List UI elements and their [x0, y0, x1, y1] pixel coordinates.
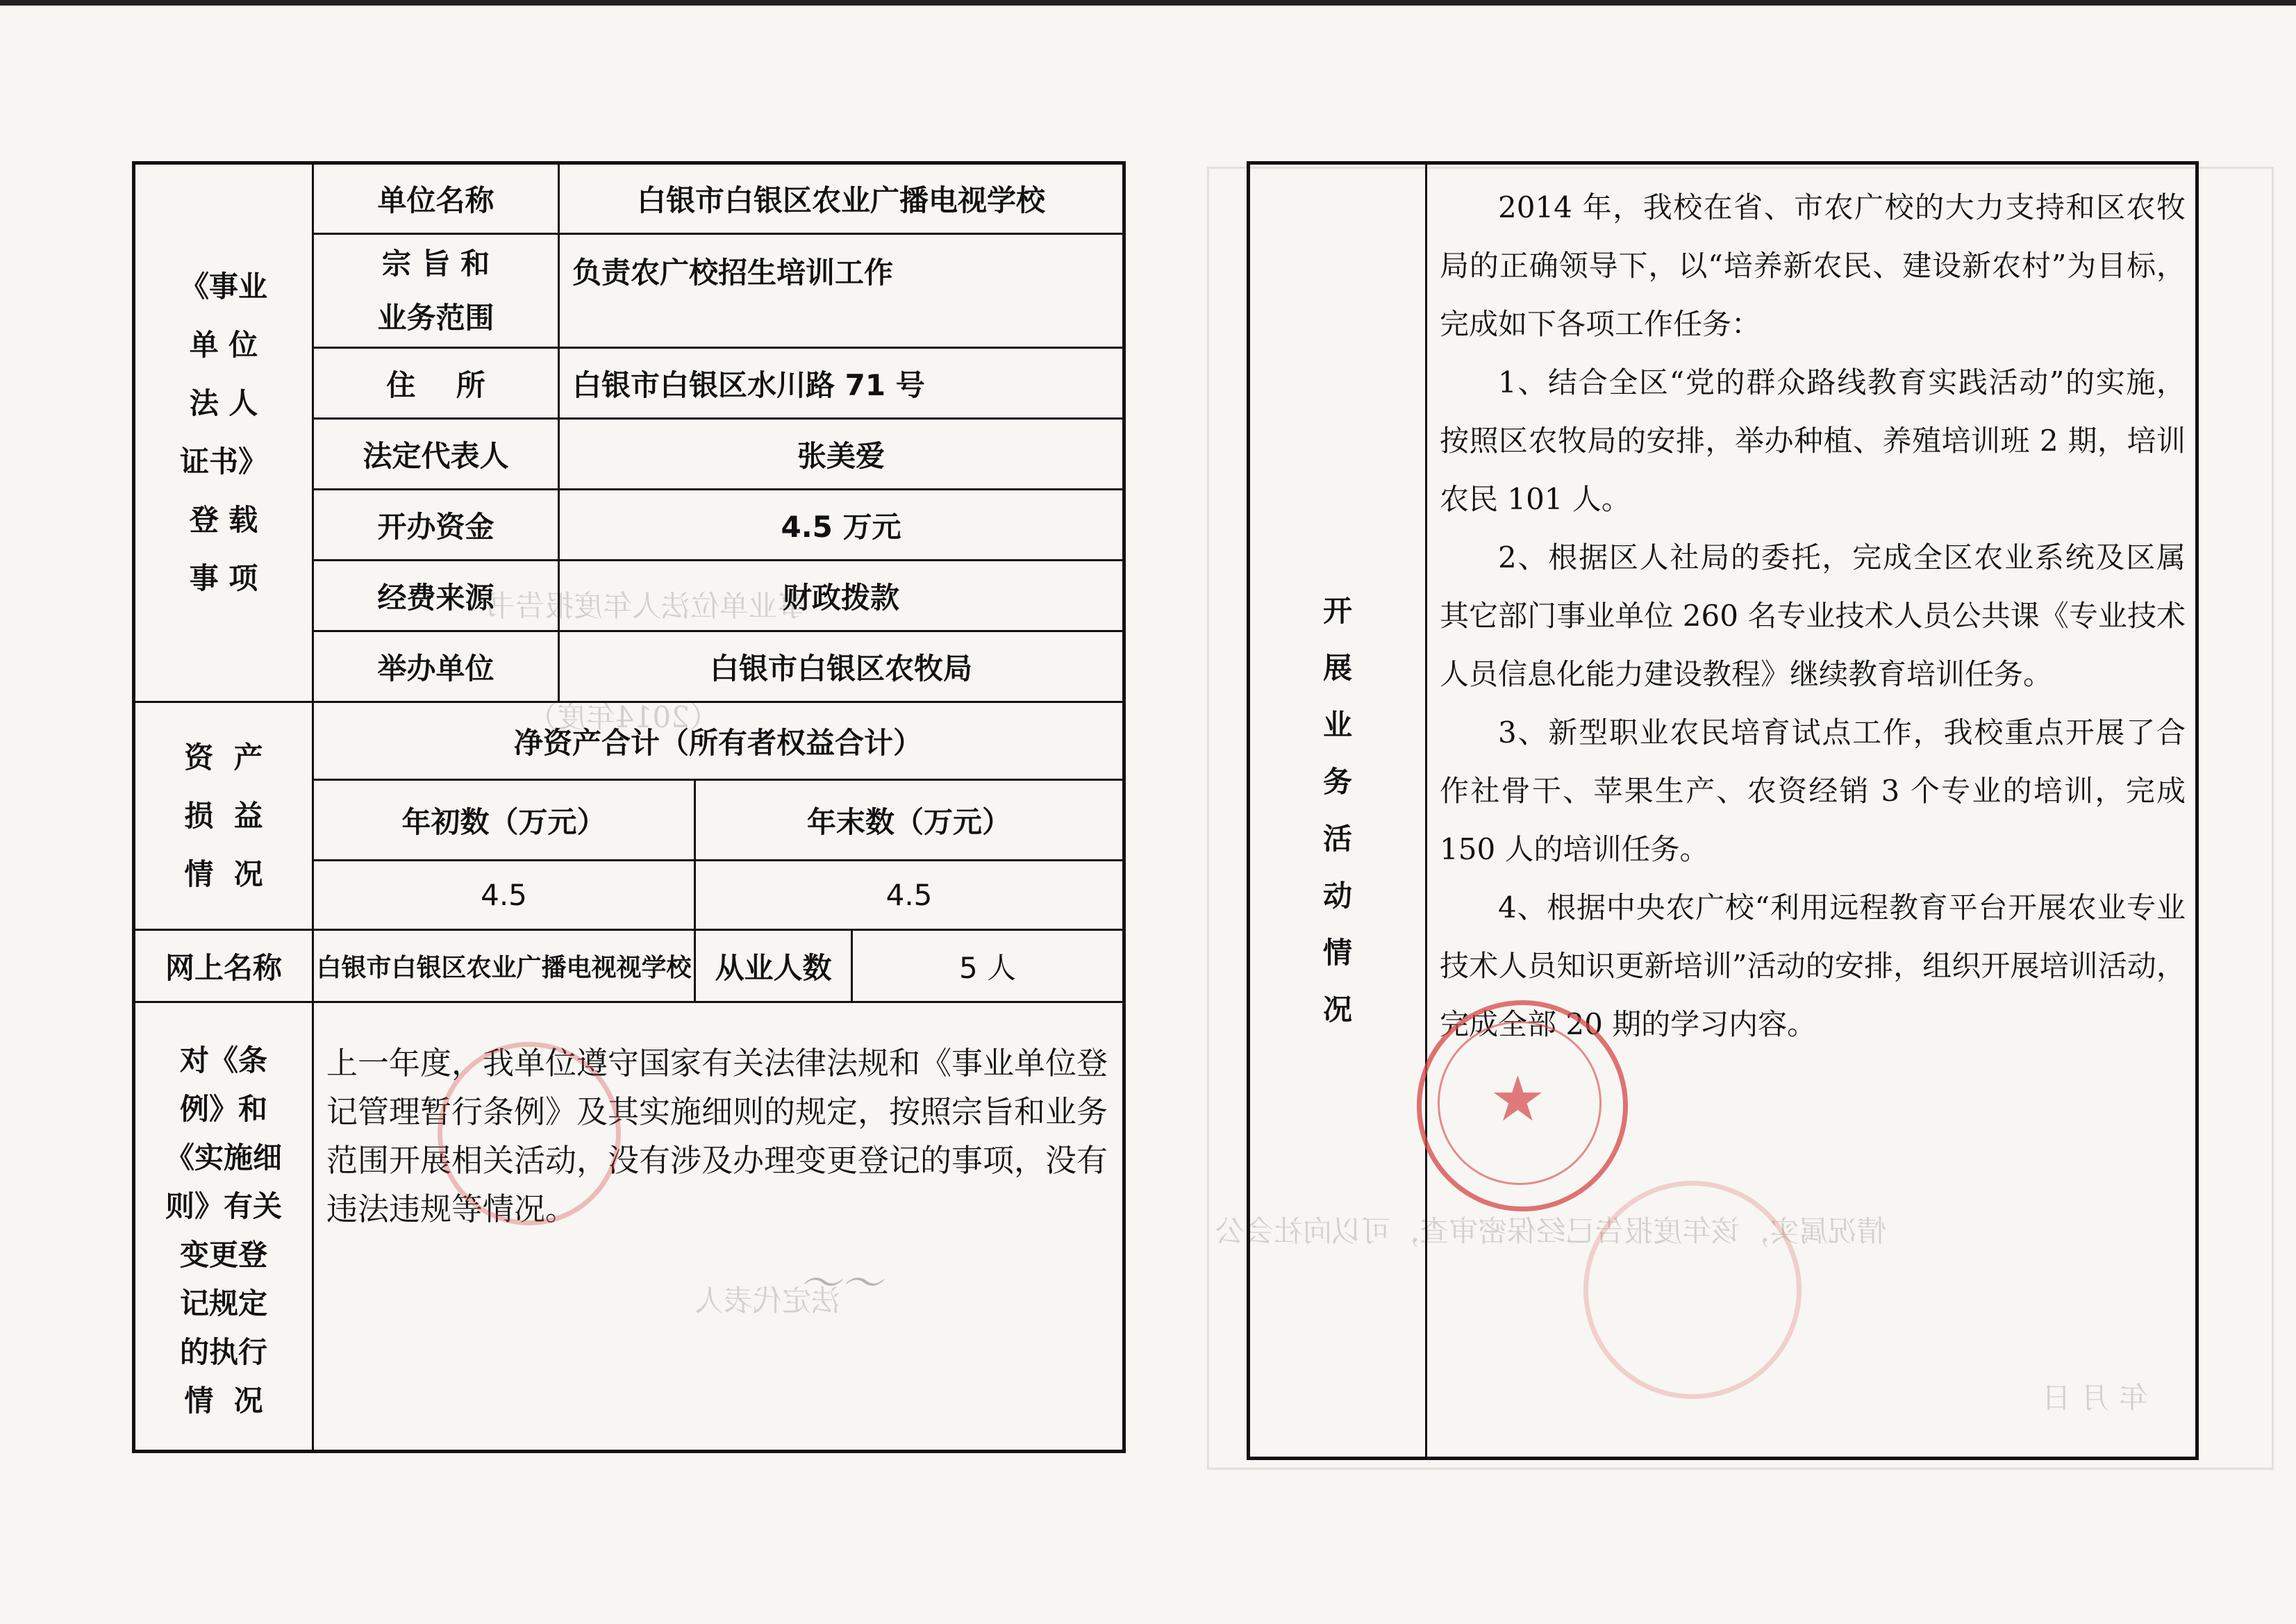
purpose-scope-value: 负责农广校招生培训工作 [559, 234, 1124, 348]
legal-rep-label: 法定代表人 [313, 419, 559, 490]
ghost-text: 事业单位法人年度报告书 [486, 589, 808, 623]
year-begin-value: 4.5 [313, 861, 695, 930]
activity-paragraph: 4、根据中央农广校“利用远程教育平台开展农业专业技术人员知识更新培训”活动的安排，组织开展培训活动，完成全部 20 期的学习内容。 [1440, 890, 2186, 1041]
sponsor-value: 白银市白银区农牧局 [559, 631, 1124, 702]
year-begin-header: 年初数（万元） [313, 780, 695, 861]
activity-paragraph: 2、根据区人社局的委托，完成全区农业系统及区属其它部门事业单位 260 名专业技术人员公共课《专业技术人员信息化能力建设教程》继续教育培训任务。 [1440, 540, 2186, 691]
faded-seal [1583, 1181, 1802, 1399]
net-assets-header: 净资产合计（所有者权益合计） [313, 702, 1124, 780]
scan-edge [0, 0, 2296, 6]
unit-name-label: 单位名称 [313, 163, 559, 234]
activity-paragraph: 1、结合全区“党的群众路线教育实践活动”的实施，按照区农牧局的安排，举办种植、养殖培训班 2 期，培训农民 101 人。 [1440, 365, 2186, 516]
staff-count-value: 5 人 [852, 930, 1124, 1002]
address-label: 住 所 [313, 348, 559, 419]
activity-paragraph: 2014 年，我校在省、市农广校的大力支持和区农牧局的正确领导下，以“培养新农民、建设新农村”为目标，完成如下各项工作任务： [1440, 190, 2186, 341]
assets-section-label: 资 产 损 益 情 况 [134, 702, 313, 930]
official-seal [438, 1042, 621, 1225]
ghost-text: 法定代表人 [694, 1284, 841, 1318]
funding-source-value: 财政拨款 [559, 561, 1124, 631]
online-name-label: 网上名称 [134, 930, 313, 1002]
ghost-text: （2014年度） [528, 700, 719, 734]
ghost-text: 年 月 日 [2042, 1381, 2148, 1415]
purpose-scope-label: 宗 旨 和 业务范围 [313, 234, 559, 348]
seal-star-icon: ★ [1490, 1063, 1546, 1136]
compliance-section-label: 对《条 例》和 《实施细 则》有关 变更登 记规定 的执行 情 况 [134, 1002, 313, 1452]
left-report-table [132, 161, 1126, 1453]
capital-value: 4.5 万元 [559, 490, 1124, 561]
year-end-value: 4.5 [695, 861, 1124, 930]
activities-section-label: 开 展 业 务 活 动 情 况 [1249, 163, 1426, 1459]
compliance-text: 上一年度，我单位遵守国家有关法律法规和《事业单位登记管理暂行条例》及其实施细则的规定，按照宗旨和业务范围开展相关活动，没有涉及办理变更登记的事项，没有违法违规等情况。 [313, 1002, 1124, 1452]
funding-source-label: 经费来源 [313, 561, 559, 631]
staff-count-label: 从业人数 [695, 930, 852, 1002]
registration-section-label: 《事业 单 位 法 人 证书》 登 载 事 项 [134, 163, 313, 702]
ghost-text: 情况属实，该年度报告已经保密审查，可以向社会公 [1215, 1214, 1887, 1248]
address-value: 白银市白银区水川路 71 号 [559, 348, 1124, 419]
legal-rep-value: 张美爱 [559, 419, 1124, 490]
online-name-value: 白银市白银区农业广播电视视学校 [313, 930, 695, 1002]
activity-paragraph: 3、新型职业农民培育试点工作，我校重点开展了合作社骨干、苹果生产、农资经销 3 个专业的培训，完成 150 人的培训任务。 [1440, 715, 2186, 866]
year-end-header: 年末数（万元） [695, 780, 1124, 861]
activities-content [1426, 163, 2197, 1459]
unit-name-value: 白银市白银区农业广播电视学校 [559, 163, 1124, 234]
signature-mark: 〜〜 [799, 1259, 882, 1308]
sponsor-label: 举办单位 [313, 631, 559, 702]
capital-label: 开办资金 [313, 490, 559, 561]
